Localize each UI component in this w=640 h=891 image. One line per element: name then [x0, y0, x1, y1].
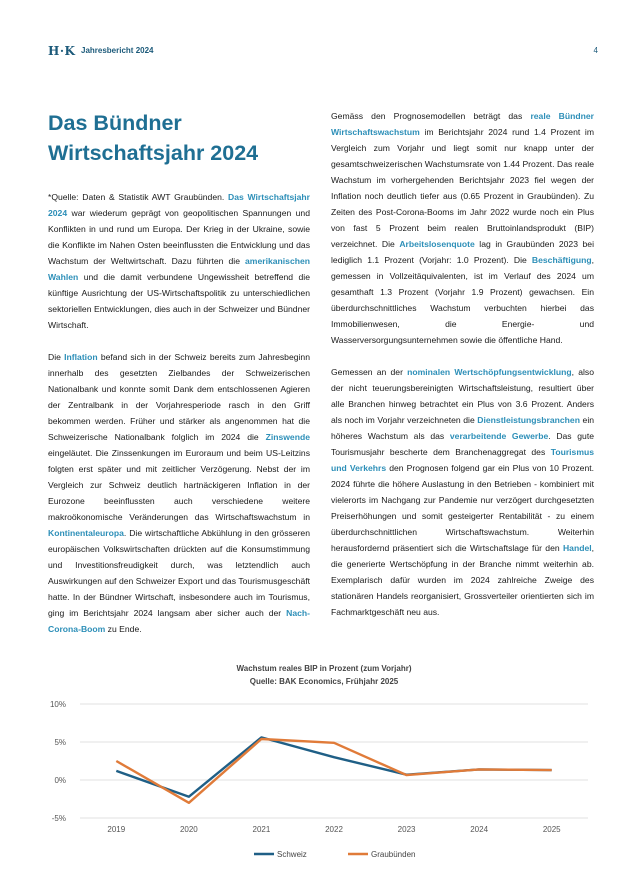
text-run: eingeläutet. Die Zinssenkungen im Euroraum und beim US-Leitzins folgten erst später und mit zeitlicher Verzögerung. Nebst der im Vergleich zur Schweiz deutlich hartnäckigeren Inflation in der Eurozone beeinflussten auch verschiedene weitere makroökonomische Veränderungen das Wirtschaftswachstum in	[48, 448, 310, 522]
highlight-beschaeftigung: Beschäftigung	[531, 255, 592, 265]
text-run: , die generierte Wertschöpfung in der Branche nimmt weiterhin ab. Exemplarisch dafür wurden im 2024 zahlreiche Zweige des stationären Handels reorganisiert, Grossverteiler orientierten sich im Fachmarktgeschäft neu aus.	[331, 543, 594, 617]
highlight-inflation: Inflation	[64, 352, 98, 362]
x-tick-label: 2025	[542, 825, 561, 834]
x-tick-label: 2022	[325, 825, 343, 834]
right-column	[331, 108, 594, 636]
text-run: . Das gute Tourismusjahr bescherte dem Branchenaggregat des	[331, 431, 595, 457]
series-line-schweiz	[116, 737, 551, 796]
x-tick-label: 2020	[179, 825, 198, 834]
text-run: Gemessen an der	[331, 367, 408, 377]
text-run: zu Ende.	[105, 624, 142, 634]
highlight-wertschoepfung: nominalen Wertschöpfungsentwicklung	[407, 367, 572, 377]
text-run: . Die wirtschaftliche Abkühlung in den grösseren europäischen Volkswirtschaften drückten auf die Konsumstimmung und Investitionsfreudigkeit durch, was letztendlich auch Auswirkungen auf den Schweizer Export und das Tourismusgeschäft hatte. In der Bündner Wirtschaft, insbesondere auch im Tourismus, ging im Berichtsjahr 2024 langsam aber sicher auch der	[48, 528, 310, 618]
chart-title: Wachstum reales BIP in Prozent (zum Vorjahr)	[236, 664, 412, 673]
text-run: *Quelle: Daten & Statistik AWT Graubünden.	[48, 192, 229, 202]
x-tick-label: 2024	[470, 825, 489, 834]
page-header	[48, 44, 598, 58]
left-column	[48, 189, 310, 653]
legend-label: Graubünden	[371, 850, 416, 859]
highlight-handel: Handel	[562, 543, 592, 553]
text-run: befand sich in der Schweiz bereits zum Jahresbeginn innerhalb des gesetzten Zielbandes der Schweizerischen Nationalbank und konnte somit Dank dem entschlossenen Agieren der Zentralbank in der Vorjahresperiode rasch in den Griff bekommen werden. Früher und stärker als angenommen hat die Schweizerische Nationalbank folglich im 2024 die	[48, 352, 310, 442]
highlight-kontinentaleuropa: Kontinentaleuropa	[48, 528, 124, 538]
text-run: im Berichtsjahr 2024 rund 1.4 Prozent im Vergleich zum Vorjahr und liegt somit nur knapp unter der gesamtschweizerischen Wachstumsrate von 1.44 Prozent. Das reale Wachstum im vorhergehenden Berichtsjahr 2023 fiel wegen der Inflation noch deutlich tiefer aus (0.65 Prozent in Graubünden). Zu Zeiten des Post-Corona-Booms im Jahr 2022 wurde noch ein Plus von fast 5 Prozent beim realen Bruttoinlandsprodukt (BIP) verzeichnet. Die	[331, 127, 594, 249]
text-run: , gemessen in Vollzeitäquivalenten, ist im Verlauf des 2024 um gesamthaft 1.3 Prozent (Vorjahr 1.9 Prozent) gewachsen. Ein überdurchschnittliches Wachstum verbuchten hierbei das Immobilienwesen, die Energie- und Wasserversorgungsunternehmen sowie die öffentliche Hand.	[331, 255, 594, 345]
chart-plot	[48, 690, 600, 864]
y-tick-label: 10%	[49, 700, 66, 709]
gdp-growth-chart	[48, 664, 600, 864]
text-run: den Prognosen folgend gar ein Plus von 10 Prozent. 2024 führte die höhere Auslastung in den Betrieben - kombiniert mit vielerorts im Nachgang zur Pandemie nur verzögert durchgesetzten Preiserhöhungen und somit gesteigerter Rentabilität - zu einem überdurchschnittlichen Wirtschaftswachstum. Weiterhin herausfordernd präsentiert sich die Wirtschaftslage für den	[331, 463, 594, 553]
highlight-arbeitslosenquote: Arbeitslosenquote	[399, 239, 475, 249]
highlight-zinswende: Zinswende	[265, 432, 310, 442]
x-tick-label: 2021	[252, 825, 271, 834]
paragraph-wertschoepfung	[331, 364, 594, 620]
y-tick-label: -5%	[51, 814, 66, 823]
highlight-gewerbe: verarbeitende Gewerbe	[449, 431, 549, 441]
highlight-tourismus: Tourismus und Verkehrs	[331, 447, 594, 473]
report-title: Jahresbericht 2024	[81, 46, 154, 55]
x-tick-label: 2023	[397, 825, 416, 834]
page-title: Das Bündner Wirtschaftsjahr 2024	[48, 111, 259, 165]
highlight-wirtschaftsjahr: Das Wirtschaftsjahr 2024	[48, 192, 310, 218]
chart-subtitle: Quelle: BAK Economics, Frühjahr 2025	[249, 677, 399, 686]
y-tick-label: 5%	[54, 738, 66, 747]
y-tick-label: 0%	[54, 776, 66, 785]
highlight-wirtschaftswachstum: reale Bündner Wirtschaftswachstum	[331, 111, 594, 137]
text-run: lag in Graubünden 2023 bei lediglich 1.1 Prozent (Vorjahr: 1.0 Prozent). Die	[331, 239, 594, 265]
text-run: war wiederum geprägt von geopolitischen Spannungen und Konflikten in und rund um Europa. Der Krieg in der Ukraine, sowie die Konflikte im Nahen Osten beeinflussten die Entwicklung und das Wachstum der Weltwirtschaft. Dazu führten die	[48, 208, 310, 266]
paragraph-intro	[48, 189, 310, 333]
x-tick-label: 2019	[107, 825, 126, 834]
text-run: ein höheres Wachstum als das	[331, 415, 595, 441]
text-run: , also der nicht teuerungsbereinigten Wirtschaftsleistung, resultiert über alle Branchen hinweg betrachtet ein Plus von 3.6 Prozent. Anders als noch im Vorjahr verzeichneten die	[331, 367, 594, 425]
legend-label: Schweiz	[277, 850, 307, 859]
highlight-dienstleistung: Dienstleistungsbranchen	[477, 415, 580, 425]
text-run: Gemäss den Prognosemodellen beträgt das	[331, 111, 531, 121]
hk-logo: H·K	[48, 44, 76, 58]
paragraph-wachstum	[331, 108, 594, 348]
text-run: Die	[48, 352, 65, 362]
paragraph-inflation	[48, 349, 310, 637]
highlight-wahlen: amerikanischen Wahlen	[48, 256, 310, 282]
highlight-nach-corona-boom: Nach-Corona-Boom	[48, 608, 310, 634]
text-run: und die damit verbundene Ungewissheit betreffend die künftige Ausrichtung der US-Wirtschaftspolitik zu unterschiedlichen sektoriellen Entwicklungen, dies auch in der Schweizer und Bündner Wirtschaft.	[48, 272, 310, 330]
page-number: 4	[593, 46, 598, 55]
